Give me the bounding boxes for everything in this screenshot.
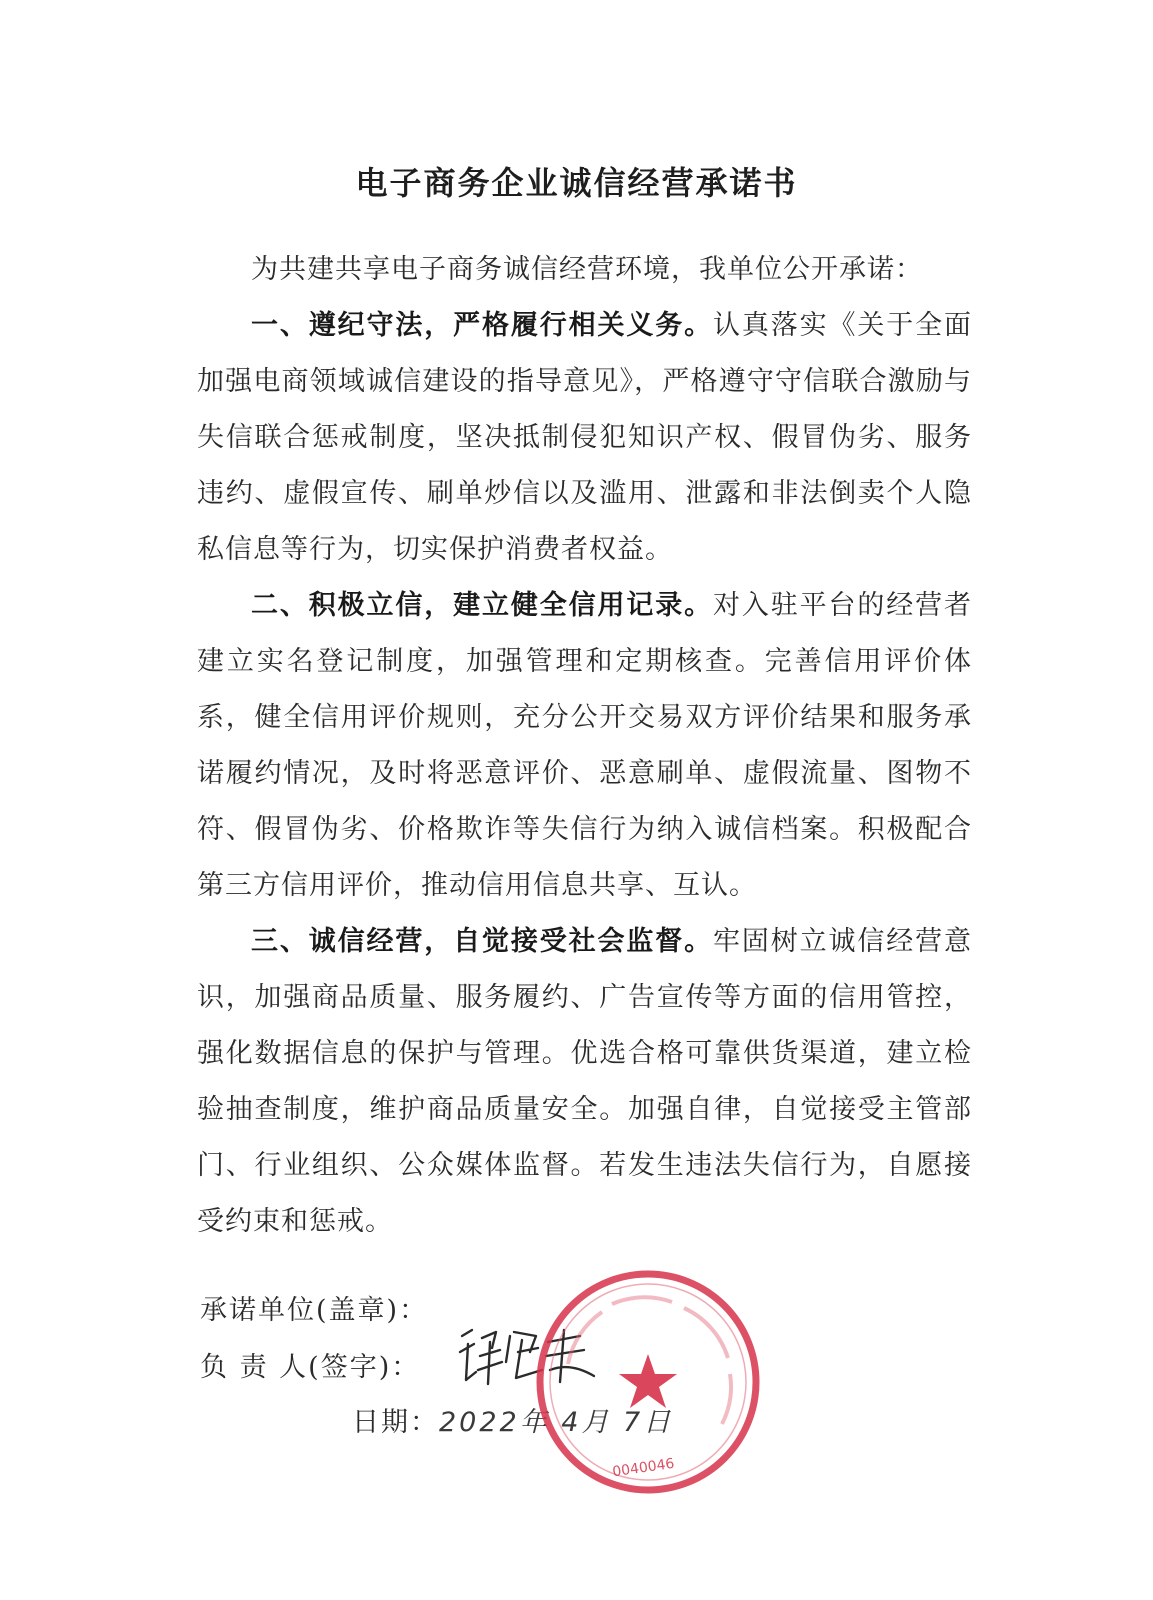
- seal-number: 0040046: [611, 1455, 676, 1481]
- section-2-paragraph: [197, 578, 972, 914]
- section-1-text: 认真落实《关于全面加强电商领域诚信建设的指导意见》，严格遵守守信联合激励与失信联合惩戒制度，坚决抵制侵犯知识产权、假冒伪劣、服务违约、虚假宣传、刷单炒信以及滥用、泄露和非法倒卖个人隐私信息等行为，切实保护消费者权益。: [197, 310, 972, 565]
- section-2-text: 对入驻平台的经营者建立实名登记制度，加强管理和定期核查。完善信用评价体系，健全信用评价规则，充分公开交易双方评价结果和服务承诺履约情况，及时将恶意评价、恶意刷单、虚假流量、图物不符、假冒伪劣、价格欺诈等失信行为纳入诚信档案。积极配合第三方信用评价，推动信用信息共享、互认。: [197, 590, 972, 901]
- section-3-text: 牢固树立诚信经营意识，加强商品质量、服务履约、广告宣传等方面的信用管控，强化数据信息的保护与管理。优选合格可靠供货渠道，建立检验抽查制度，维护商品质量安全。加强自律，自觉接受主管部门、行业组织、公众媒体监督。若发生违法失信行为，自愿接受约束和惩戒。: [197, 926, 972, 1237]
- date-label: 日期：: [352, 1407, 439, 1438]
- signoff-person-label: 负 责 人(签字)：: [200, 1352, 421, 1383]
- seal-star-icon: [619, 1354, 677, 1408]
- section-1-heading: 一、遵纪守法，严格履行相关义务。: [251, 310, 713, 341]
- section-3-heading: 三、诚信经营，自觉接受社会监督。: [251, 926, 713, 957]
- section-2-heading: 二、积极立信，建立健全信用记录。: [251, 590, 713, 621]
- official-seal: [532, 1266, 764, 1498]
- date-value: 2022年 4月 7日: [439, 1407, 674, 1438]
- intro-paragraph: 为共建共享电子商务诚信经营环境，我单位公开承诺：: [251, 254, 923, 285]
- document-body: [197, 242, 972, 1250]
- signoff-unit-label: 承诺单位(盖章)：: [200, 1295, 429, 1326]
- section-3-paragraph: [197, 914, 972, 1250]
- document-title: 电子商务企业诚信经营承诺书: [355, 164, 798, 202]
- section-1-paragraph: [197, 298, 972, 578]
